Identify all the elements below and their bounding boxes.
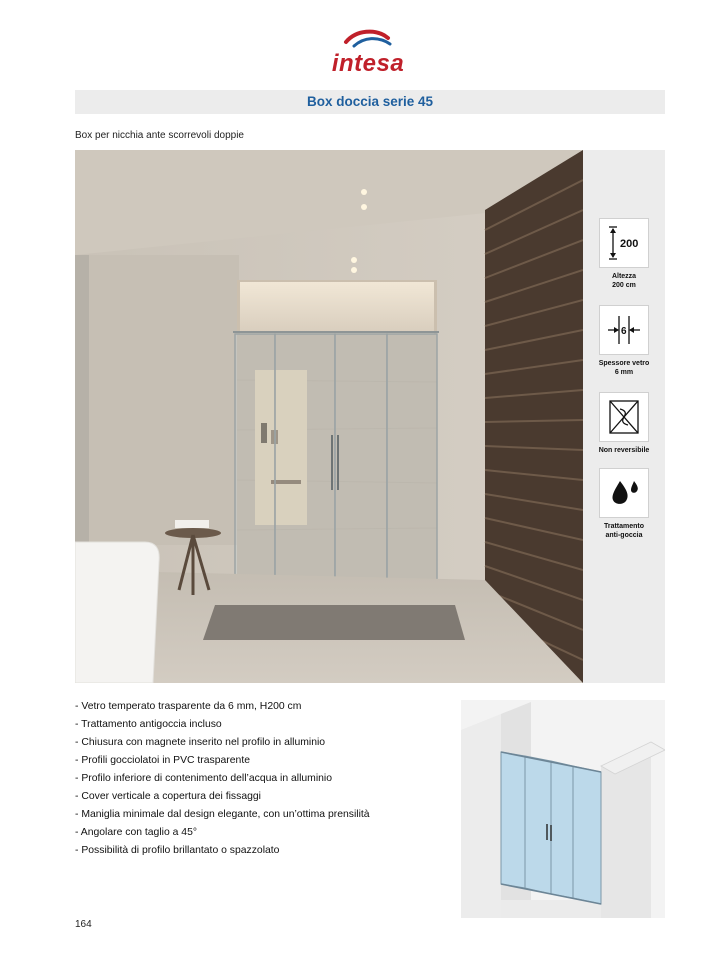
spec-anti-drip (583, 468, 665, 540)
spec-glass-thickness-label: Spessore vetro 6 mm (598, 360, 650, 376)
svg-text:200: 200 (620, 238, 639, 250)
brand-name: intesa (331, 50, 405, 77)
title-bar (75, 90, 665, 114)
page-subtitle: Box per nicchia ante scorrevoli doppie (75, 130, 244, 141)
spec-non-reversible-label: Non reversibile (598, 447, 650, 454)
spec-anti-drip-label: Trattamento anti-goccia (603, 523, 645, 539)
list-item: - Maniglia minimale dal design elegante, con un’ottima prensilità (75, 809, 370, 820)
svg-text:6: 6 (621, 326, 627, 337)
spec-non-reversible (583, 392, 665, 455)
glass-thickness-icon (599, 305, 649, 355)
bathroom-illustration (75, 150, 583, 683)
spec-height-label: Altezza 200 cm (611, 273, 637, 289)
brand-logo (318, 26, 418, 84)
shower-diagram-drawing (461, 700, 665, 918)
list-item: - Cover verticale a copertura dei fissaggi (75, 791, 261, 802)
list-item: - Trattamento antigoccia incluso (75, 719, 222, 730)
spec-height (583, 218, 665, 290)
page-number: 164 (75, 919, 92, 930)
list-item: - Possibilità di profilo brillantato o spazzolato (75, 845, 280, 856)
non-reversible-icon (599, 392, 649, 442)
page-title: Box doccia serie 45 (306, 94, 434, 109)
logo-swoosh-icon (332, 26, 404, 52)
list-item: - Angolare con taglio a 45° (75, 827, 197, 838)
list-item: - Profili gocciolatoi in PVC trasparente (75, 755, 250, 766)
spec-panel (583, 150, 665, 683)
list-item: - Chiusura con magnete inserito nel profilo in alluminio (75, 737, 326, 748)
feature-list (75, 698, 370, 860)
water-drops-icon (599, 468, 649, 518)
product-photo (75, 150, 583, 683)
shower-diagram (461, 700, 665, 918)
height-icon (599, 218, 649, 268)
spec-glass-thickness (583, 305, 665, 377)
list-item: - Vetro temperato trasparente da 6 mm, H200 cm (75, 701, 302, 712)
list-item: - Profilo inferiore di contenimento dell’acqua in alluminio (75, 773, 333, 784)
